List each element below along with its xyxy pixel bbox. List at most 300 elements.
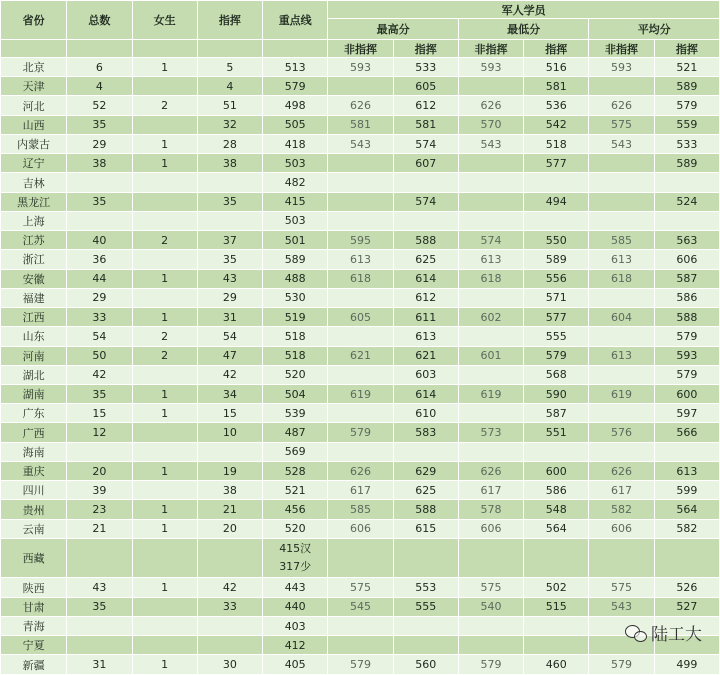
header-max-command: 指挥 (393, 40, 458, 58)
cell-min-non-command (458, 616, 523, 635)
cell-max-non-command: 581 (328, 115, 393, 134)
cell-command: 43 (197, 269, 262, 288)
cell-female: 2 (132, 327, 197, 346)
cell-max-non-command: 626 (328, 96, 393, 115)
cell-max-non-command: 545 (328, 597, 393, 616)
cell-command: 38 (197, 481, 262, 500)
cell-avg-non-command: 618 (589, 269, 654, 288)
cell-avg-command (654, 211, 719, 230)
cell-avg-non-command (589, 77, 654, 96)
cell-female: 1 (132, 519, 197, 538)
cell-max-command: 581 (393, 115, 458, 134)
header-blank (263, 40, 328, 58)
cell-max-command: 612 (393, 96, 458, 115)
cell-min-non-command (458, 538, 523, 578)
wechat-icon (625, 624, 647, 642)
cell-min-non-command: 606 (458, 519, 523, 538)
header-max-score: 最高分 (328, 19, 459, 40)
table-row (1, 365, 720, 384)
cell-min-non-command (458, 211, 523, 230)
cell-female (132, 481, 197, 500)
cell-key-line: 412 (263, 636, 328, 655)
cell-min-non-command: 617 (458, 481, 523, 500)
cell-key-line: 518 (263, 346, 328, 365)
cell-max-command (393, 538, 458, 578)
table-body (1, 58, 720, 675)
cell-key-line: 518 (263, 327, 328, 346)
key-line-han: 415汉 (279, 542, 312, 556)
cell-key-line: 513 (263, 58, 328, 77)
header-avg-score: 平均分 (589, 19, 720, 40)
cell-avg-command: 599 (654, 481, 719, 500)
cell-province: 青海 (1, 616, 67, 635)
cell-province: 新疆 (1, 655, 67, 675)
cell-female (132, 442, 197, 461)
table-row (1, 308, 720, 327)
cell-province: 广西 (1, 423, 67, 442)
cell-avg-non-command (589, 327, 654, 346)
cell-min-command (524, 211, 589, 230)
cell-key-line: 405 (263, 655, 328, 675)
cell-max-command: 613 (393, 327, 458, 346)
cell-max-command: 611 (393, 308, 458, 327)
cell-avg-command: 579 (654, 327, 719, 346)
table-row (1, 404, 720, 423)
cell-key-line: 530 (263, 288, 328, 307)
cell-max-non-command (328, 211, 393, 230)
cell-female (132, 597, 197, 616)
cell-max-command: 614 (393, 269, 458, 288)
cell-total (67, 211, 132, 230)
cell-command: 47 (197, 346, 262, 365)
header-command: 指挥 (197, 1, 262, 40)
cell-min-command: 494 (524, 192, 589, 211)
cell-max-non-command (328, 636, 393, 655)
cell-command: 54 (197, 327, 262, 346)
cell-max-command: 588 (393, 231, 458, 250)
table-row (1, 655, 720, 675)
cell-avg-command: 526 (654, 578, 719, 597)
table-row (1, 578, 720, 597)
cell-min-non-command: 619 (458, 384, 523, 403)
cell-min-command (524, 538, 589, 578)
table-row (1, 461, 720, 480)
cell-avg-command: 527 (654, 597, 719, 616)
cell-total: 35 (67, 597, 132, 616)
cell-max-command (393, 173, 458, 192)
cell-female: 1 (132, 578, 197, 597)
cell-total: 35 (67, 384, 132, 403)
cell-province: 贵州 (1, 500, 67, 519)
cell-min-non-command: 575 (458, 578, 523, 597)
cell-max-command: 583 (393, 423, 458, 442)
cell-max-non-command (328, 442, 393, 461)
header-avg-command: 指挥 (654, 40, 719, 58)
table-row (1, 154, 720, 173)
cell-min-command: 548 (524, 500, 589, 519)
cell-command (197, 636, 262, 655)
cell-province: 辽宁 (1, 154, 67, 173)
cell-min-command: 515 (524, 597, 589, 616)
cell-min-command: 568 (524, 365, 589, 384)
cell-total (67, 616, 132, 635)
cell-avg-command: 579 (654, 96, 719, 115)
header-min-non-command: 非指挥 (458, 40, 523, 58)
cell-max-command: 603 (393, 365, 458, 384)
cell-min-non-command (458, 404, 523, 423)
cell-key-line: 520 (263, 365, 328, 384)
cell-avg-command: 564 (654, 500, 719, 519)
cell-province: 海南 (1, 442, 67, 461)
cell-command: 20 (197, 519, 262, 538)
cell-max-command: 555 (393, 597, 458, 616)
cell-province: 江苏 (1, 231, 67, 250)
cell-female: 1 (132, 308, 197, 327)
cell-avg-non-command: 619 (589, 384, 654, 403)
cell-command: 30 (197, 655, 262, 675)
cell-key-line: 505 (263, 115, 328, 134)
cell-key-line: 403 (263, 616, 328, 635)
cell-female: 2 (132, 346, 197, 365)
cell-max-non-command (328, 154, 393, 173)
cell-max-command: 610 (393, 404, 458, 423)
cell-command: 38 (197, 154, 262, 173)
cell-avg-non-command (589, 365, 654, 384)
cell-command (197, 211, 262, 230)
cell-total: 40 (67, 231, 132, 250)
cell-total: 29 (67, 134, 132, 153)
cell-max-command: 625 (393, 481, 458, 500)
cell-command: 35 (197, 192, 262, 211)
cell-total: 35 (67, 115, 132, 134)
cell-min-non-command (458, 442, 523, 461)
cell-max-command: 615 (393, 519, 458, 538)
header-blank (1, 40, 67, 58)
header-blank (132, 40, 197, 58)
table-row (1, 96, 720, 115)
cell-max-non-command (328, 365, 393, 384)
cell-command: 19 (197, 461, 262, 480)
cell-max-command: 614 (393, 384, 458, 403)
cell-avg-non-command: 617 (589, 481, 654, 500)
cell-max-command (393, 616, 458, 635)
cell-province: 河北 (1, 96, 67, 115)
cell-avg-non-command: 582 (589, 500, 654, 519)
cell-min-command: 516 (524, 58, 589, 77)
table-row (1, 115, 720, 134)
cell-avg-command: 593 (654, 346, 719, 365)
cell-total: 50 (67, 346, 132, 365)
cell-province: 黑龙江 (1, 192, 67, 211)
cell-max-non-command (328, 327, 393, 346)
cell-province: 江西 (1, 308, 67, 327)
cell-key-line: 456 (263, 500, 328, 519)
cell-avg-non-command (589, 173, 654, 192)
cell-min-command: 579 (524, 346, 589, 365)
cell-min-command: 564 (524, 519, 589, 538)
cell-key-line (263, 538, 328, 578)
cell-female: 2 (132, 231, 197, 250)
cell-max-command: 629 (393, 461, 458, 480)
cell-command: 31 (197, 308, 262, 327)
cell-total: 35 (67, 192, 132, 211)
cell-female: 1 (132, 154, 197, 173)
key-line-minority: 317少 (279, 560, 312, 574)
cell-avg-non-command: 613 (589, 346, 654, 365)
cell-avg-command (654, 173, 719, 192)
cell-total: 38 (67, 154, 132, 173)
cell-min-non-command: 626 (458, 96, 523, 115)
cell-min-command: 518 (524, 134, 589, 153)
cell-min-command (524, 173, 589, 192)
cell-min-non-command: 601 (458, 346, 523, 365)
cell-avg-command: 521 (654, 58, 719, 77)
cell-avg-command: 499 (654, 655, 719, 675)
cell-min-non-command: 602 (458, 308, 523, 327)
cell-avg-command: 533 (654, 134, 719, 153)
cell-min-command: 577 (524, 154, 589, 173)
cell-avg-non-command (589, 442, 654, 461)
table-row (1, 519, 720, 538)
cell-avg-non-command (589, 154, 654, 173)
cell-command: 15 (197, 404, 262, 423)
cell-province: 上海 (1, 211, 67, 230)
cell-min-non-command (458, 327, 523, 346)
cell-key-line: 498 (263, 96, 328, 115)
cell-command (197, 173, 262, 192)
cell-key-line: 443 (263, 578, 328, 597)
cell-min-non-command: 613 (458, 250, 523, 269)
cell-total: 31 (67, 655, 132, 675)
cell-max-command: 605 (393, 77, 458, 96)
cell-total: 33 (67, 308, 132, 327)
cell-female (132, 423, 197, 442)
cell-command: 5 (197, 58, 262, 77)
cell-female (132, 77, 197, 96)
cell-min-non-command (458, 154, 523, 173)
cell-key-line: 579 (263, 77, 328, 96)
cell-min-command: 586 (524, 481, 589, 500)
cell-avg-non-command: 543 (589, 134, 654, 153)
cell-min-non-command (458, 365, 523, 384)
cell-total: 44 (67, 269, 132, 288)
cell-female: 1 (132, 461, 197, 480)
cell-command: 42 (197, 365, 262, 384)
cell-min-non-command: 573 (458, 423, 523, 442)
cell-max-non-command: 543 (328, 134, 393, 153)
header-province: 省份 (1, 1, 67, 40)
cell-key-line: 418 (263, 134, 328, 153)
cell-command: 51 (197, 96, 262, 115)
header-total: 总数 (67, 1, 132, 40)
cell-province: 广东 (1, 404, 67, 423)
cell-key-line: 569 (263, 442, 328, 461)
cell-female: 1 (132, 500, 197, 519)
cell-avg-non-command: 576 (589, 423, 654, 442)
cell-command (197, 616, 262, 635)
cell-min-command (524, 636, 589, 655)
cell-total: 6 (67, 58, 132, 77)
cell-province: 云南 (1, 519, 67, 538)
cell-avg-command: 600 (654, 384, 719, 403)
cell-max-command (393, 442, 458, 461)
cell-max-non-command: 626 (328, 461, 393, 480)
cell-key-line: 503 (263, 154, 328, 173)
cell-total (67, 442, 132, 461)
table-row (1, 538, 720, 578)
cell-province: 内蒙古 (1, 134, 67, 153)
cell-key-line: 487 (263, 423, 328, 442)
cell-avg-non-command: 575 (589, 115, 654, 134)
cell-avg-non-command (589, 538, 654, 578)
cell-min-non-command: 543 (458, 134, 523, 153)
table-row (1, 269, 720, 288)
cell-female: 1 (132, 58, 197, 77)
header-blank (197, 40, 262, 58)
cell-max-non-command (328, 173, 393, 192)
cell-province: 陕西 (1, 578, 67, 597)
cell-province: 山西 (1, 115, 67, 134)
cell-female (132, 538, 197, 578)
cell-max-command: 533 (393, 58, 458, 77)
cell-max-command: 574 (393, 192, 458, 211)
cell-command: 21 (197, 500, 262, 519)
cell-max-non-command (328, 288, 393, 307)
cell-avg-non-command (589, 211, 654, 230)
cell-province: 福建 (1, 288, 67, 307)
table-row (1, 173, 720, 192)
cell-total: 29 (67, 288, 132, 307)
cell-female (132, 211, 197, 230)
header-min-score: 最低分 (458, 19, 589, 40)
cell-max-command: 553 (393, 578, 458, 597)
cell-max-command: 607 (393, 154, 458, 173)
cell-total: 21 (67, 519, 132, 538)
cell-min-non-command: 579 (458, 655, 523, 675)
cell-province: 甘肃 (1, 597, 67, 616)
cell-female (132, 115, 197, 134)
cell-female: 1 (132, 269, 197, 288)
cell-max-non-command: 575 (328, 578, 393, 597)
cell-key-line: 488 (263, 269, 328, 288)
cell-command (197, 442, 262, 461)
cell-min-command: 550 (524, 231, 589, 250)
cell-max-command: 574 (393, 134, 458, 153)
cell-command: 42 (197, 578, 262, 597)
cell-min-non-command (458, 173, 523, 192)
cell-min-command: 587 (524, 404, 589, 423)
cell-avg-non-command: 626 (589, 96, 654, 115)
header-max-non-command: 非指挥 (328, 40, 393, 58)
cell-max-command: 625 (393, 250, 458, 269)
cell-min-non-command: 570 (458, 115, 523, 134)
cell-max-non-command: 595 (328, 231, 393, 250)
cell-total: 12 (67, 423, 132, 442)
cell-min-non-command: 574 (458, 231, 523, 250)
cell-max-non-command: 579 (328, 655, 393, 675)
cell-min-non-command: 593 (458, 58, 523, 77)
cell-province: 湖南 (1, 384, 67, 403)
cell-total (67, 173, 132, 192)
cell-avg-command: 613 (654, 461, 719, 480)
cell-avg-non-command: 606 (589, 519, 654, 538)
cell-avg-command: 606 (654, 250, 719, 269)
cell-max-non-command (328, 77, 393, 96)
cell-min-command: 590 (524, 384, 589, 403)
cell-avg-non-command: 613 (589, 250, 654, 269)
cell-max-non-command: 618 (328, 269, 393, 288)
cell-province: 河南 (1, 346, 67, 365)
cell-province: 四川 (1, 481, 67, 500)
cell-province: 宁夏 (1, 636, 67, 655)
cell-avg-command: 566 (654, 423, 719, 442)
cell-avg-non-command: 579 (589, 655, 654, 675)
cell-avg-non-command: 543 (589, 597, 654, 616)
cell-command (197, 538, 262, 578)
cell-avg-non-command (589, 404, 654, 423)
cell-min-command: 536 (524, 96, 589, 115)
cell-min-command: 555 (524, 327, 589, 346)
cell-min-non-command: 578 (458, 500, 523, 519)
cell-min-non-command: 618 (458, 269, 523, 288)
cell-min-command: 460 (524, 655, 589, 675)
cell-max-non-command: 579 (328, 423, 393, 442)
cell-total (67, 538, 132, 578)
table-row (1, 500, 720, 519)
cell-command: 29 (197, 288, 262, 307)
cell-total (67, 636, 132, 655)
cell-min-command: 502 (524, 578, 589, 597)
cell-female: 2 (132, 96, 197, 115)
cell-province: 天津 (1, 77, 67, 96)
cell-avg-command: 597 (654, 404, 719, 423)
table-row (1, 134, 720, 153)
cell-female: 1 (132, 134, 197, 153)
cell-female: 1 (132, 384, 197, 403)
cell-female (132, 636, 197, 655)
table-row (1, 288, 720, 307)
cell-province: 吉林 (1, 173, 67, 192)
cell-female (132, 173, 197, 192)
cell-avg-command: 587 (654, 269, 719, 288)
cell-min-non-command (458, 77, 523, 96)
cell-min-command: 556 (524, 269, 589, 288)
cell-province: 浙江 (1, 250, 67, 269)
cell-total: 23 (67, 500, 132, 519)
cell-female (132, 365, 197, 384)
table-row (1, 77, 720, 96)
table-row (1, 616, 720, 635)
cell-total: 36 (67, 250, 132, 269)
cell-key-line: 415 (263, 192, 328, 211)
table-row (1, 442, 720, 461)
header-min-command: 指挥 (524, 40, 589, 58)
table-row (1, 636, 720, 655)
cell-province: 西藏 (1, 538, 67, 578)
table-row (1, 346, 720, 365)
cell-max-non-command: 605 (328, 308, 393, 327)
cell-command: 4 (197, 77, 262, 96)
cell-max-command: 560 (393, 655, 458, 675)
cell-key-line: 519 (263, 308, 328, 327)
cell-province: 重庆 (1, 461, 67, 480)
table-row (1, 250, 720, 269)
cell-min-command: 551 (524, 423, 589, 442)
cell-female: 1 (132, 655, 197, 675)
cell-key-line: 521 (263, 481, 328, 500)
cell-command: 34 (197, 384, 262, 403)
cell-max-command: 621 (393, 346, 458, 365)
